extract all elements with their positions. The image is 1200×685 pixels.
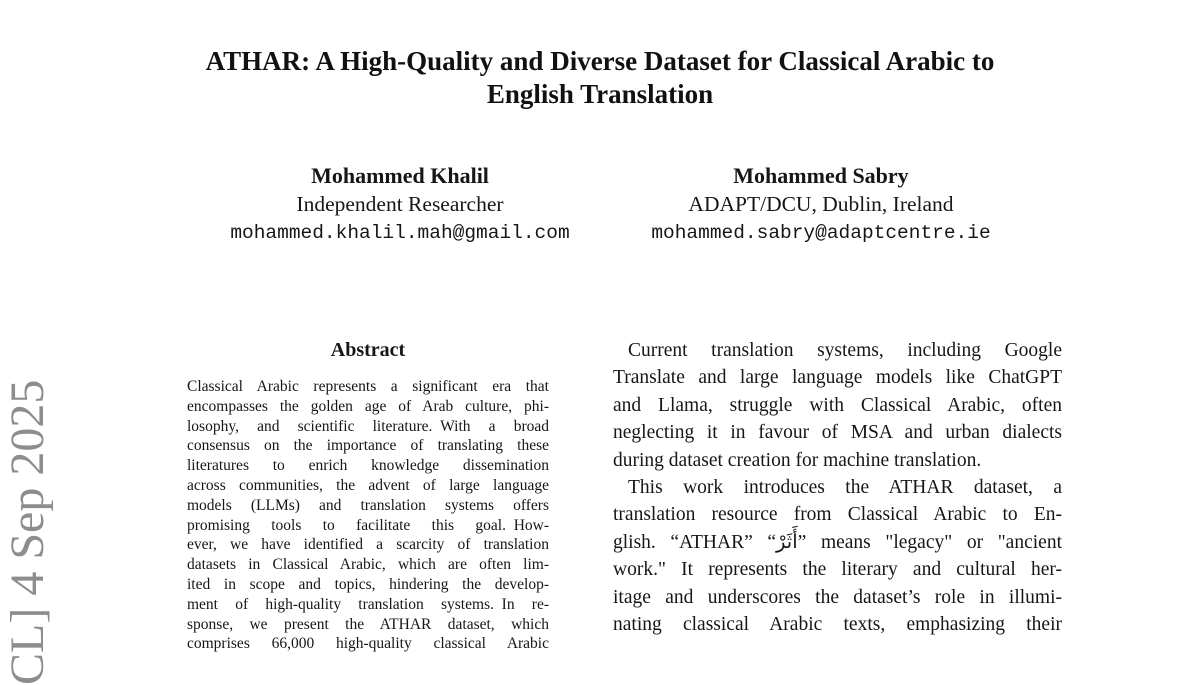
abstract-section — [187, 338, 549, 654]
text-line: nating classical Arabic texts, emphasizing their — [613, 614, 1062, 636]
text-line: sponse, we present the ATHAR dataset, which — [187, 615, 549, 633]
paragraph — [613, 337, 1062, 474]
text-line: literatures to enrich knowledge dissemination — [187, 457, 549, 475]
text-line: promising tools to facilitate this goal. How- — [187, 516, 549, 534]
text-line: Current translation systems, including Google — [628, 340, 1062, 361]
text-line: across communities, the advent of large language — [187, 476, 549, 494]
text-line: translation resource from Classical Arabic to En- — [613, 504, 1062, 526]
text-line: This work introduces the ATHAR dataset, a — [628, 477, 1062, 499]
abstract-body — [187, 377, 549, 654]
text-line: Translate and large language models like ChatGPT — [613, 367, 1062, 389]
author-block-1 — [185, 162, 615, 248]
author-email: mohammed.sabry@adaptcentre.ie — [651, 222, 991, 244]
text-line: Classical Arabic represents a significant era that — [187, 378, 549, 395]
abstract-heading: Abstract — [330, 339, 406, 361]
text-line: itage and underscores the dataset’s role in illumi- — [613, 586, 1062, 608]
text-line: during dataset creation for machine translation. — [613, 449, 982, 471]
text-line: encompasses the golden age of Arab culture, phi- — [187, 397, 549, 415]
text-line: comprises 66,000 high-quality classical Arabic — [187, 635, 549, 653]
author-email: mohammed.khalil.mah@gmail.com — [230, 222, 570, 244]
text-line: work." It represents the literary and cultural her- — [613, 559, 1062, 581]
text-line: glish. “ATHAR” “أَثَرْ” means "legacy" or "ancient — [613, 531, 1062, 553]
title-line-2: English Translation — [486, 78, 714, 109]
paragraph — [613, 474, 1062, 638]
text-line: consensus on the importance of translating these — [187, 437, 549, 455]
paragraph — [187, 377, 549, 654]
author-name: Mohammed Khalil — [311, 163, 489, 188]
author-affiliation: Independent Researcher — [296, 192, 504, 216]
text-line: ever, we have identified a scarcity of translation — [187, 536, 549, 554]
text-line: ment of high-quality translation systems. In re- — [187, 595, 549, 613]
text-line: losophy, and scientific literature. With a broad — [187, 417, 549, 435]
title-line-1: ATHAR: A High-Quality and Diverse Dataset for Classical Arabic to — [205, 46, 995, 76]
author-name: Mohammed Sabry — [733, 163, 909, 188]
text-line: models (LLMs) and translation systems offers — [187, 496, 549, 514]
text-line: and Llama, struggle with Classical Arabic, often — [613, 394, 1062, 416]
text-line: datasets in Classical Arabic, which are often lim- — [187, 556, 549, 574]
paper-title — [0, 45, 1200, 110]
arxiv-stamp: CL] 4 Sep 2025 — [1, 379, 54, 685]
author-affiliation: ADAPT/DCU, Dublin, Ireland — [688, 192, 954, 216]
text-line: neglecting it in favour of MSA and urban dialects — [613, 422, 1062, 444]
text-line: ited in scope and topics, hindering the develop- — [187, 575, 549, 593]
intro-column — [613, 337, 1062, 638]
author-block-2 — [606, 162, 1036, 248]
